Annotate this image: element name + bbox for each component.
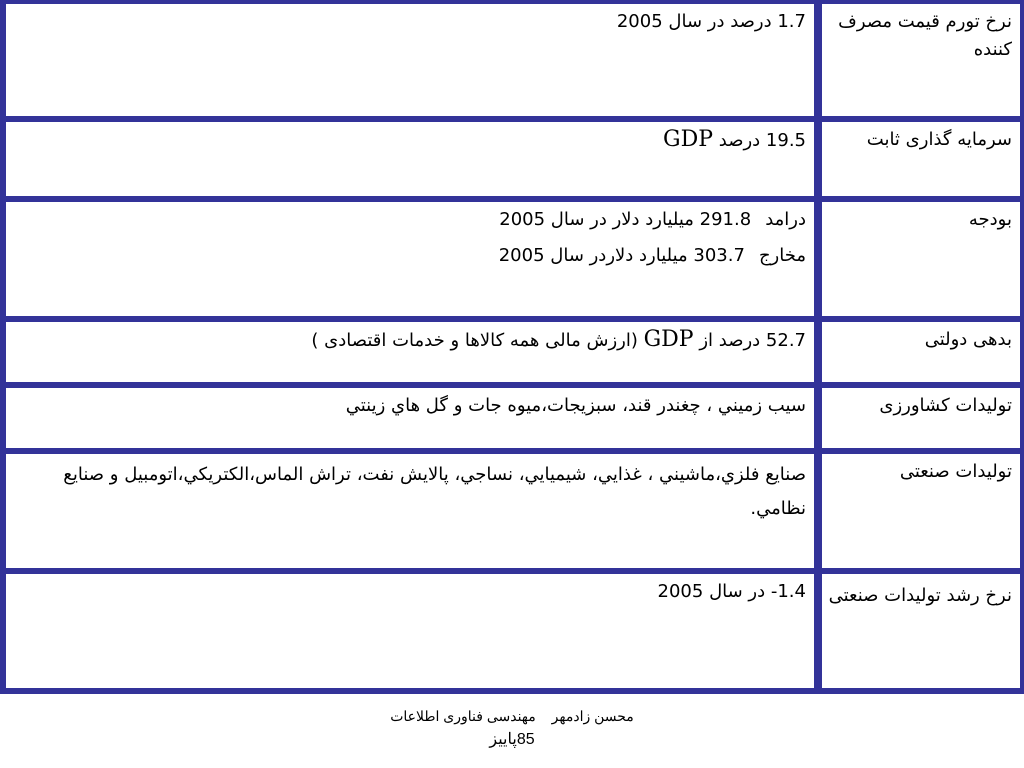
row-label-industrial-growth: نرخ رشد توليدات صنعتی — [822, 574, 1020, 688]
row-label-agriculture: توليدات كشاورزی — [822, 388, 1020, 448]
footer-term: 85پاییز — [489, 731, 535, 748]
row-label-inflation: نرخ تورم قيمت مصرف كننده — [822, 4, 1020, 116]
row-value-budget — [6, 202, 814, 316]
row-label-government-debt: بدهی دولتی — [822, 322, 1020, 382]
footer-author: محسن زادمهر — [551, 708, 634, 724]
expense-label: مخارج — [758, 245, 806, 266]
row-label-fixed-investment: سرمايه گذاری ثابت — [822, 122, 1020, 196]
row-value-government-debt — [6, 322, 814, 382]
row-value-fixed-investment — [6, 122, 814, 196]
revenue-label: درامد — [765, 209, 806, 230]
row-label-industry: توليدات صنعتی — [822, 454, 1020, 568]
row-value-inflation: 1.7 درصد در سال 2005 — [6, 4, 814, 116]
budget-revenue-line — [16, 206, 806, 242]
gdp-term: GDP — [643, 327, 694, 352]
table-row — [4, 122, 1020, 196]
slide-footer — [0, 704, 1024, 752]
revenue-value: 291.8 ميليارد دلار در سال 2005 — [499, 209, 752, 230]
table-row — [4, 574, 1020, 688]
budget-expense-line — [16, 242, 806, 278]
row-value-industry: صنايع فلزي،ماشيني ، غذايي، شيميايي، نساجي، پالايش نفت، تراش الماس،الكتريكي،اتومبيل و صنايع نظامي. — [6, 454, 814, 568]
row-value-agriculture: سيب زميني ، چغندر قند، سبزيجات،ميوه جات و گل هاي زينتي — [6, 388, 814, 448]
table-row — [4, 322, 1020, 382]
expense-value: 303.7 ميليارد دلاردر سال 2005 — [498, 245, 745, 266]
footer-major: مهندسی فناوری اطلاعات — [390, 708, 536, 724]
row-label-budget: بودجه — [822, 202, 1020, 316]
fixed-investment-percent: 19.5 درصد — [713, 130, 806, 151]
footer-author-line — [0, 704, 1024, 728]
table-row — [4, 202, 1020, 316]
table-row — [4, 4, 1020, 116]
row-value-industrial-growth: 1.4- در سال 2005 — [6, 574, 814, 688]
gdp-term: GDP — [663, 127, 714, 152]
table-row — [4, 454, 1020, 568]
gdp-definition: (ارزش مالی همه كالاها و خدمات اقتصادی ) — [311, 330, 644, 351]
debt-percent: 52.7 درصد از — [693, 330, 806, 351]
table-row — [4, 388, 1020, 448]
